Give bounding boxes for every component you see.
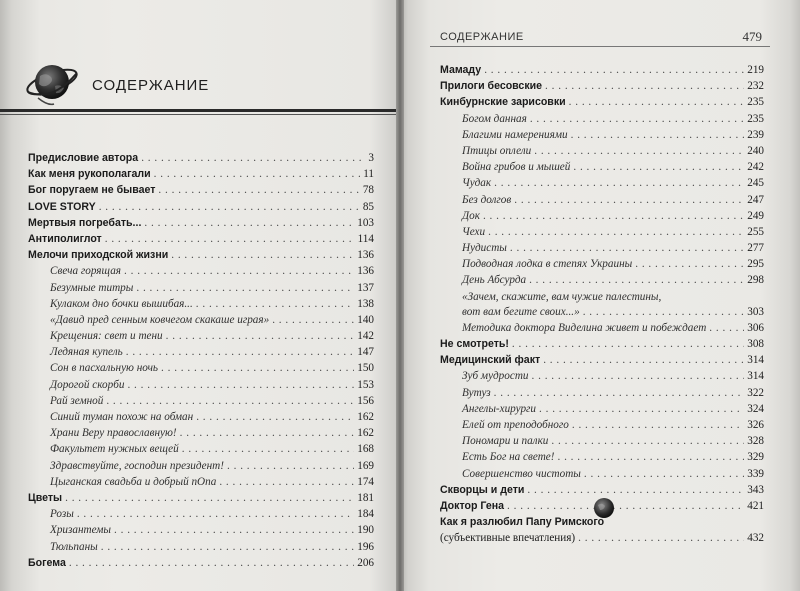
toc-entry-page: 137 xyxy=(357,281,374,294)
toc-entry xyxy=(28,328,374,344)
toc-entry-page: 169 xyxy=(357,459,374,472)
toc-entry-title: Мертвыя погребать... xyxy=(28,216,142,229)
toc-entry xyxy=(440,143,764,159)
toc-entry-title: LOVE STORY xyxy=(28,200,96,213)
toc-entry xyxy=(28,280,374,296)
toc-entry-page: 324 xyxy=(747,402,764,415)
toc-entry-title: Мелочи приходской жизни xyxy=(28,249,169,262)
chapter-title: СОДЕРЖАНИЕ xyxy=(92,77,210,94)
toc-entry-title: (субъективные впечатления) xyxy=(440,532,576,545)
toc-entry-title: Нудисты xyxy=(462,242,507,255)
dot-leader xyxy=(127,377,354,393)
dot-leader xyxy=(227,458,354,474)
dot-leader xyxy=(569,94,745,110)
toc-entry-title: Синий туман похож на обман xyxy=(50,411,194,423)
dot-leader xyxy=(551,433,744,449)
dot-leader xyxy=(578,530,744,546)
dot-leader xyxy=(532,368,745,384)
toc-entry-page: 184 xyxy=(357,508,374,521)
toc-entry-page: 103 xyxy=(357,216,374,229)
toc-entry xyxy=(28,555,374,571)
toc-entry-page: 136 xyxy=(357,249,374,262)
toc-entry-page: 306 xyxy=(747,321,764,334)
toc-entry xyxy=(28,296,374,312)
dot-leader xyxy=(171,247,354,263)
toc-entry-title: Хризантемы xyxy=(50,524,112,537)
chapter-rule-thin xyxy=(0,114,398,115)
toc-entry xyxy=(28,344,374,360)
toc-entry-page: 249 xyxy=(747,209,764,222)
toc-entry xyxy=(440,401,764,417)
dot-leader xyxy=(105,231,355,247)
dot-leader xyxy=(141,150,365,166)
toc-entry-title: Медицинский факт xyxy=(440,354,541,367)
toc-entry-title: Кинбурнские зарисовки xyxy=(440,96,566,109)
toc-entry-title: Зуб мудрости xyxy=(462,370,529,383)
dot-leader xyxy=(180,425,355,441)
dot-leader xyxy=(161,360,354,376)
dot-leader xyxy=(101,539,355,555)
toc-entry xyxy=(28,182,374,198)
page-number: 479 xyxy=(742,29,762,44)
book-gutter xyxy=(396,0,404,591)
toc-entry-title: вот вам бегите своих...» xyxy=(462,305,580,318)
toc-entry xyxy=(28,474,374,490)
toc-entry-title: Безумные титры xyxy=(50,281,134,294)
toc-entry-title: Богом данная xyxy=(462,112,527,125)
dot-leader xyxy=(65,490,354,506)
dot-leader xyxy=(182,441,354,457)
dot-leader xyxy=(488,224,744,240)
toc-entry xyxy=(28,522,374,538)
dot-leader xyxy=(573,159,744,175)
toc-entry-title: Здравствуйте, господин президент! xyxy=(50,459,224,472)
toc-entry-page: 314 xyxy=(747,354,764,367)
toc-entry-page: 162 xyxy=(357,427,374,440)
toc-entry-page: 85 xyxy=(362,200,374,213)
dot-leader xyxy=(484,62,744,78)
toc-entry xyxy=(440,320,764,336)
toc-entry-title: Цветы xyxy=(28,491,63,504)
toc-entry-title: Богема xyxy=(28,556,66,569)
toc-entry-page: 235 xyxy=(747,96,764,109)
toc-entry-title: Ледяная купель xyxy=(50,346,123,359)
toc-entry-page: 190 xyxy=(357,524,374,537)
toc-entry xyxy=(440,208,764,224)
dot-leader xyxy=(557,449,744,465)
toc-entry-title: «Давид пред сенным ковчегом скакаше играя» xyxy=(50,313,270,326)
dot-leader xyxy=(709,320,744,336)
dot-leader xyxy=(166,328,355,344)
toc-entry xyxy=(440,336,764,352)
toc-entry-page: 196 xyxy=(357,540,374,553)
toc-entry xyxy=(440,385,764,401)
dot-leader xyxy=(530,111,744,127)
toc-entry-page: 142 xyxy=(357,330,374,343)
dot-leader xyxy=(583,304,745,320)
toc-entry xyxy=(28,247,374,263)
toc-entry-title: Кулаком дно бочки вышибая... xyxy=(50,297,193,310)
toc-entry-title: Бог поругаем не бывает xyxy=(28,184,156,197)
toc-entry-title: Есть Бог на свете! xyxy=(462,451,555,464)
toc-entry xyxy=(28,312,374,328)
toc-entry-title: Свеча горящая xyxy=(50,265,121,278)
dot-leader xyxy=(635,256,744,272)
toc-entry xyxy=(440,224,764,240)
toc-entry-page: 421 xyxy=(747,499,764,512)
toc-entry-title: Чудак xyxy=(462,177,492,190)
dot-leader xyxy=(69,555,354,571)
globe-ornament-icon xyxy=(592,496,616,520)
toc-entry-page: 168 xyxy=(357,443,374,456)
dot-leader xyxy=(584,466,744,482)
dot-leader xyxy=(494,175,744,191)
toc-entry xyxy=(28,199,374,215)
toc-entry xyxy=(440,94,764,110)
toc-entry-page: 314 xyxy=(747,370,764,383)
toc-entry-page: 206 xyxy=(357,556,374,569)
toc-entry xyxy=(440,304,764,320)
toc-entry xyxy=(440,417,764,433)
toc-entry xyxy=(28,166,374,182)
toc-entry xyxy=(440,159,764,175)
toc-entry-page: 308 xyxy=(747,338,764,350)
toc-entry-title: День Абсурда xyxy=(462,274,527,287)
toc-entry xyxy=(440,256,764,272)
toc-entry xyxy=(440,433,764,449)
header-rule xyxy=(430,46,770,47)
dot-leader xyxy=(543,352,744,368)
toc-entry-title: Предисловие автора xyxy=(28,152,139,164)
toc-entry xyxy=(440,240,764,256)
toc-entry-title: Вутуз xyxy=(462,386,491,399)
toc-entry-page: 322 xyxy=(747,386,764,399)
toc-entry-page: 114 xyxy=(357,232,374,245)
dot-leader xyxy=(136,280,354,296)
toc-entry xyxy=(28,441,374,457)
toc-entry-page: 153 xyxy=(357,378,374,391)
toc-entry-page: 11 xyxy=(363,168,374,181)
toc-entry xyxy=(440,127,764,143)
dot-leader xyxy=(99,199,360,215)
toc-entry xyxy=(28,360,374,376)
dot-leader xyxy=(534,143,744,159)
toc-entry xyxy=(440,352,764,368)
chapter-rule xyxy=(0,109,398,112)
dot-leader xyxy=(539,401,744,417)
dot-leader xyxy=(572,417,744,433)
right-page xyxy=(400,0,800,591)
toc-entry-title: Антиполиглот xyxy=(28,232,102,245)
toc-entry-title: Док xyxy=(462,209,480,222)
toc-entry-page: 303 xyxy=(747,305,764,318)
toc-entry xyxy=(28,409,374,425)
toc-entry-title: Мамаду xyxy=(440,64,482,76)
dot-leader xyxy=(219,474,354,490)
toc-entry-title: Не смотреть! xyxy=(440,338,509,350)
toc-entry xyxy=(440,78,764,94)
toc-entry-page: 239 xyxy=(747,128,764,141)
toc-entry xyxy=(28,215,374,231)
toc-entry xyxy=(28,377,374,393)
toc-entry-title: Дорогой скорби xyxy=(50,378,125,391)
toc-entry-page: 219 xyxy=(747,64,764,76)
dot-leader xyxy=(106,393,354,409)
toc-entry-page: 162 xyxy=(357,411,374,423)
running-head: СОДЕРЖАНИЕ xyxy=(440,31,524,43)
dot-leader xyxy=(483,208,744,224)
toc-entry-title: Елей от преподобного xyxy=(462,418,569,431)
toc-entry xyxy=(440,289,764,304)
dot-leader xyxy=(154,166,361,182)
toc-entry-page: 140 xyxy=(357,313,374,326)
toc-entry-title: Методика доктора Виделина живет и побеждает xyxy=(462,321,707,334)
toc-entry-page: 240 xyxy=(747,144,764,157)
toc-entry-page: 78 xyxy=(362,184,374,197)
toc-entry-page: 326 xyxy=(747,418,764,431)
dot-leader xyxy=(510,240,744,256)
toc-entry-page: 328 xyxy=(747,435,764,448)
toc-list-left xyxy=(28,150,374,571)
toc-entry-page: 298 xyxy=(747,274,764,287)
dot-leader xyxy=(494,385,745,401)
toc-entry-page: 150 xyxy=(357,362,374,375)
toc-entry xyxy=(28,393,374,409)
toc-entry-page: 245 xyxy=(747,177,764,190)
dot-leader xyxy=(272,312,354,328)
toc-entry xyxy=(28,458,374,474)
toc-entry-page: 329 xyxy=(747,451,764,464)
globe-icon xyxy=(24,58,80,106)
toc-entry-page: 277 xyxy=(747,242,764,255)
toc-entry-title: Сон в пасхальную ночь xyxy=(50,362,159,375)
toc-entry-title: Как меня рукополагали xyxy=(28,168,151,181)
toc-entry-title: Совершенство чистоты xyxy=(462,467,581,480)
toc-entry-title: Рай земной xyxy=(50,394,104,407)
dot-leader xyxy=(571,127,745,143)
toc-entry xyxy=(440,111,764,127)
toc-entry xyxy=(440,62,764,78)
toc-entry-page: 432 xyxy=(747,532,764,545)
dot-leader xyxy=(527,482,744,498)
toc-entry-title: «Зачем, скажите, вам чужие палестины, xyxy=(462,290,662,303)
toc-entry-page: 242 xyxy=(747,161,764,174)
toc-entry-page: 3 xyxy=(368,152,374,164)
dot-leader xyxy=(196,296,354,312)
toc-entry-title: Подводная лодка в степях Украины xyxy=(462,258,633,271)
toc-entry-page: 136 xyxy=(357,265,374,278)
toc-entry-title: Пономари и палки xyxy=(462,435,549,448)
toc-entry xyxy=(440,272,764,288)
toc-entry xyxy=(440,466,764,482)
toc-entry xyxy=(28,263,374,279)
toc-entry xyxy=(440,192,764,208)
dot-leader xyxy=(507,498,744,514)
toc-entry xyxy=(28,425,374,441)
toc-entry-title: Доктор Гена xyxy=(440,499,505,512)
toc-entry-title: Без долгов xyxy=(462,193,512,206)
toc-entry-page: 232 xyxy=(747,80,764,93)
toc-entry-title: Прилоги бесовские xyxy=(440,80,543,93)
dot-leader xyxy=(144,215,354,231)
toc-entry xyxy=(440,175,764,191)
toc-entry-page: 147 xyxy=(357,346,374,359)
toc-entry-title: Крещения: свет и тени xyxy=(50,330,163,343)
dot-leader xyxy=(126,344,355,360)
dot-leader xyxy=(158,182,359,198)
toc-entry-title: Факультет нужных вещей xyxy=(50,443,179,456)
toc-entry-title: Война грибов и мышей xyxy=(462,161,571,174)
toc-entry-title: Тюльпаны xyxy=(50,540,98,553)
dot-leader xyxy=(196,409,354,425)
dot-leader xyxy=(545,78,744,94)
toc-entry xyxy=(440,368,764,384)
toc-entry-page: 339 xyxy=(747,467,764,480)
toc-entry-title: Птицы оплели xyxy=(462,144,532,157)
toc-entry xyxy=(28,150,374,166)
toc-list-right xyxy=(440,62,764,546)
toc-entry xyxy=(28,490,374,506)
toc-entry xyxy=(440,530,764,546)
toc-entry-page: 181 xyxy=(357,491,374,504)
toc-entry-title: Цыганская свадьба и добрый пОпа xyxy=(50,475,217,488)
toc-entry xyxy=(440,449,764,465)
toc-entry xyxy=(28,539,374,555)
toc-entry-title: Храни Веру православную! xyxy=(50,427,177,440)
toc-entry-page: 295 xyxy=(747,258,764,271)
dot-leader xyxy=(114,522,354,538)
toc-entry-title: Розы xyxy=(50,508,74,521)
toc-entry-page: 174 xyxy=(357,475,374,488)
toc-entry-page: 343 xyxy=(747,483,764,496)
toc-entry-title: Ангелы-хирурги xyxy=(462,402,536,415)
toc-entry-page: 255 xyxy=(747,225,764,238)
toc-entry-title: Благими намерениями xyxy=(462,128,568,141)
toc-entry xyxy=(28,506,374,522)
dot-leader xyxy=(77,506,354,522)
toc-entry xyxy=(28,231,374,247)
toc-entry-page: 156 xyxy=(357,394,374,407)
dot-leader xyxy=(124,263,354,279)
dot-leader xyxy=(514,192,744,208)
toc-entry-title: Скворцы и дети xyxy=(440,483,525,496)
toc-entry-title: Чехи xyxy=(462,225,486,238)
toc-entry-page: 138 xyxy=(357,297,374,310)
toc-entry-page: 235 xyxy=(747,112,764,125)
toc-entry-page: 247 xyxy=(747,193,764,206)
dot-leader xyxy=(512,336,744,352)
dot-leader xyxy=(529,272,744,288)
toc-entry-title: Как я разлюбил Папу Римского xyxy=(440,516,605,529)
